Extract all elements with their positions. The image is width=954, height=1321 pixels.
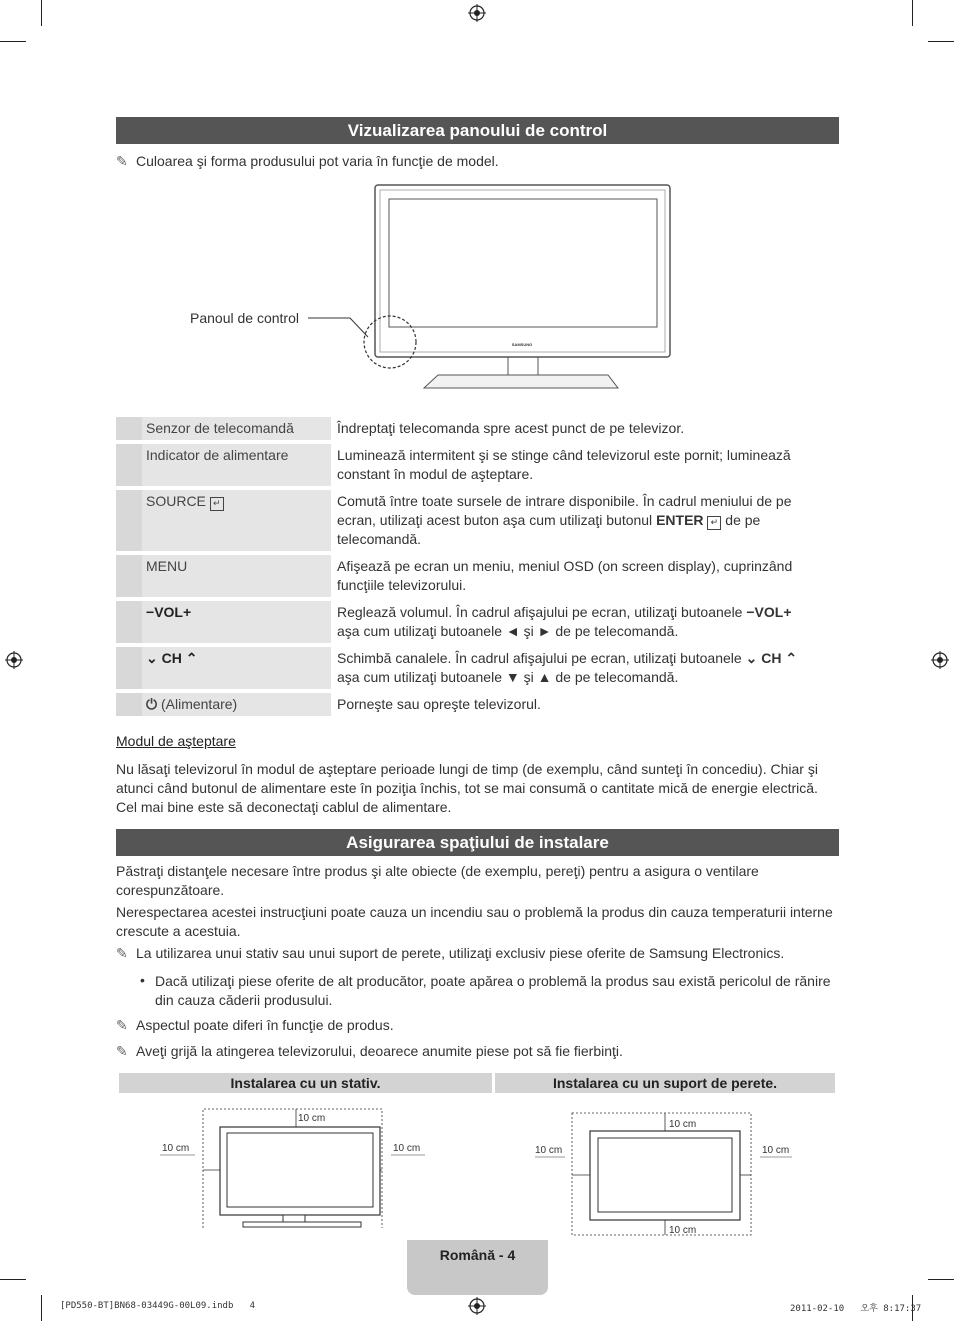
- print-date: 2011-02-10 오후 8:17:37: [790, 1304, 922, 1314]
- control-name: SOURCE ↵: [142, 490, 331, 551]
- table-row: [116, 490, 821, 551]
- table-row: [116, 601, 821, 643]
- control-name: −VOL+: [142, 601, 331, 643]
- table-square: [116, 555, 142, 597]
- distance-label: 10 cm: [393, 1143, 421, 1154]
- stand-clearance-diagram: [155, 1100, 435, 1230]
- enter-key-icon: ↵: [210, 497, 224, 511]
- power-icon: ⏻: [146, 696, 158, 712]
- wall-install-header: Instalarea cu un suport de perete.: [495, 1073, 835, 1093]
- note-color-shape: ✎ Culoarea şi forma produsului pot varia în funcţie de model.: [116, 153, 499, 169]
- registration-mark-icon: [468, 1297, 486, 1315]
- section-title-control-panel: Vizualizarea panoului de control: [116, 117, 839, 144]
- callout-line: [308, 318, 368, 337]
- control-name: ⏻ (Alimentare): [142, 693, 331, 716]
- paragraph-warning: Nerespectarea acestei instrucţiuni poate cauza un incendiu sau o problemă la produs din cauza temperaturii interne crescute a acestuia.: [116, 904, 833, 939]
- paragraph-ventilation: Păstraţi distanţele necesare între produs şi alte obiecte (de exemplu, pereţi) pentru a asigura o ventilare corespunzătoare.: [116, 863, 759, 898]
- table-square: [116, 444, 142, 486]
- control-desc: Schimbă canalele. În cadrul afişajului pe ecran, utilizaţi butoanele ⌄ CH ⌃ aşa cum utilizaţi butoanele ▼ şi ▲ de pe telecomandă.: [337, 650, 798, 685]
- table-square: [116, 601, 142, 643]
- distance-label: 10 cm: [535, 1145, 563, 1156]
- control-desc: Reglează volumul. În cadrul afişajului pe ecran, utilizaţi butoanele −VOL+ aşa cum utilizaţi butoanele ◄ şi ► de pe telecomandă.: [337, 604, 792, 639]
- control-desc: Luminează intermitent şi se stinge când televizorul este pornit; luminează constant în modul de aşteptare.: [337, 447, 791, 482]
- chevron-down-icon: ⌄: [146, 650, 158, 666]
- stand-install-header: Instalarea cu un stativ.: [119, 1073, 492, 1093]
- registration-mark-icon: [5, 651, 23, 669]
- crop-mark: [0, 1279, 26, 1280]
- table-row: [116, 444, 821, 486]
- pencil-note-icon: ✎: [116, 945, 128, 961]
- registration-mark-icon: [468, 4, 486, 22]
- chevron-up-icon: ⌃: [185, 650, 198, 666]
- table-square: [116, 417, 142, 440]
- table-row: [116, 555, 821, 597]
- distance-label: 10 cm: [669, 1119, 697, 1130]
- control-name: ⌄ CH ⌃: [142, 647, 331, 689]
- control-name: MENU: [142, 555, 331, 597]
- note-samsung-parts: ✎ La utilizarea unui stativ sau unui suport de perete, utilizaţi exclusiv piese oferite de Samsung Electronics.: [116, 945, 785, 961]
- bullet-text: Dacă utilizaţi piese oferite de alt producător, poate apărea o problemă la produs sau există pericolul de rănire din cauza căderii produsului.: [155, 973, 831, 1008]
- callout-label: Panoul de control: [190, 310, 299, 326]
- note-appearance: ✎ Aspectul poate diferi în funcţie de produs.: [116, 1017, 394, 1033]
- control-table: [116, 413, 821, 720]
- pencil-note-icon: ✎: [116, 153, 128, 169]
- control-name: Indicator de alimentare: [142, 444, 331, 486]
- minus-icon: −: [146, 604, 155, 620]
- registration-mark-icon: [931, 651, 949, 669]
- tv-illustration: [180, 180, 680, 395]
- crop-mark: [928, 41, 954, 42]
- table-square: [116, 490, 142, 551]
- distance-label: 10 cm: [669, 1225, 697, 1236]
- distance-label: 10 cm: [298, 1113, 326, 1124]
- table-row: [116, 647, 821, 689]
- standby-text: Nu lăsaţi televizorul în modul de aşteptare perioade lungi de timp (de exemplu, când sunteţi în concediu). Chiar şi atunci când butonul de alimentare este în poziţia închis, tot se mai consumă o cantitate mică de energie electrică. Cel mai bine este să deconectaţi cablul de alimentare.: [116, 761, 818, 815]
- table-square: [116, 693, 142, 716]
- table-row: [116, 693, 821, 716]
- control-desc: Afişează pe ecran un meniu, meniul OSD (on screen display), cuprinzând funcţiile televizorului.: [337, 558, 793, 593]
- tv-brand-logo: SAMSUNG: [511, 342, 533, 347]
- crop-mark: [41, 1295, 42, 1321]
- section-title-installation: Asigurarea spaţiului de instalare: [116, 829, 839, 856]
- distance-label: 10 cm: [162, 1143, 190, 1154]
- page-number-tab: Română - 4: [407, 1240, 548, 1295]
- crop-mark: [912, 0, 913, 26]
- plus-icon: +: [182, 604, 192, 620]
- crop-mark: [928, 1279, 954, 1280]
- control-desc: Porneşte sau opreşte televizorul.: [337, 696, 541, 712]
- bullet-icon: •: [140, 972, 145, 988]
- wall-clearance-diagram: [530, 1105, 810, 1240]
- control-name: Senzor de telecomandă: [142, 417, 331, 440]
- control-desc: Îndreptaţi telecomanda spre acest punct de pe televizor.: [337, 420, 685, 436]
- crop-mark: [41, 0, 42, 26]
- pencil-note-icon: ✎: [116, 1043, 128, 1059]
- pencil-note-icon: ✎: [116, 1017, 128, 1033]
- control-desc: Comută între toate sursele de intrare disponibile. În cadrul meniului de pe ecran, utilizaţi acest buton aşa cum utilizaţi butonul ENTER ↵ de pe telecomandă.: [337, 493, 792, 547]
- standby-title: Modul de aşteptare: [116, 733, 236, 749]
- distance-label: 10 cm: [762, 1145, 790, 1156]
- table-row: [116, 417, 821, 440]
- note-hot-parts: ✎ Aveţi grijă la atingerea televizorului, deoarece anumite piese pot să fie fierbinţi.: [116, 1043, 623, 1059]
- enter-key-icon: ↵: [707, 516, 721, 530]
- crop-mark: [0, 41, 26, 42]
- table-square: [116, 647, 142, 689]
- file-info: [PD550-BT]BN68-03449G-00L09.indb 4: [60, 1301, 256, 1311]
